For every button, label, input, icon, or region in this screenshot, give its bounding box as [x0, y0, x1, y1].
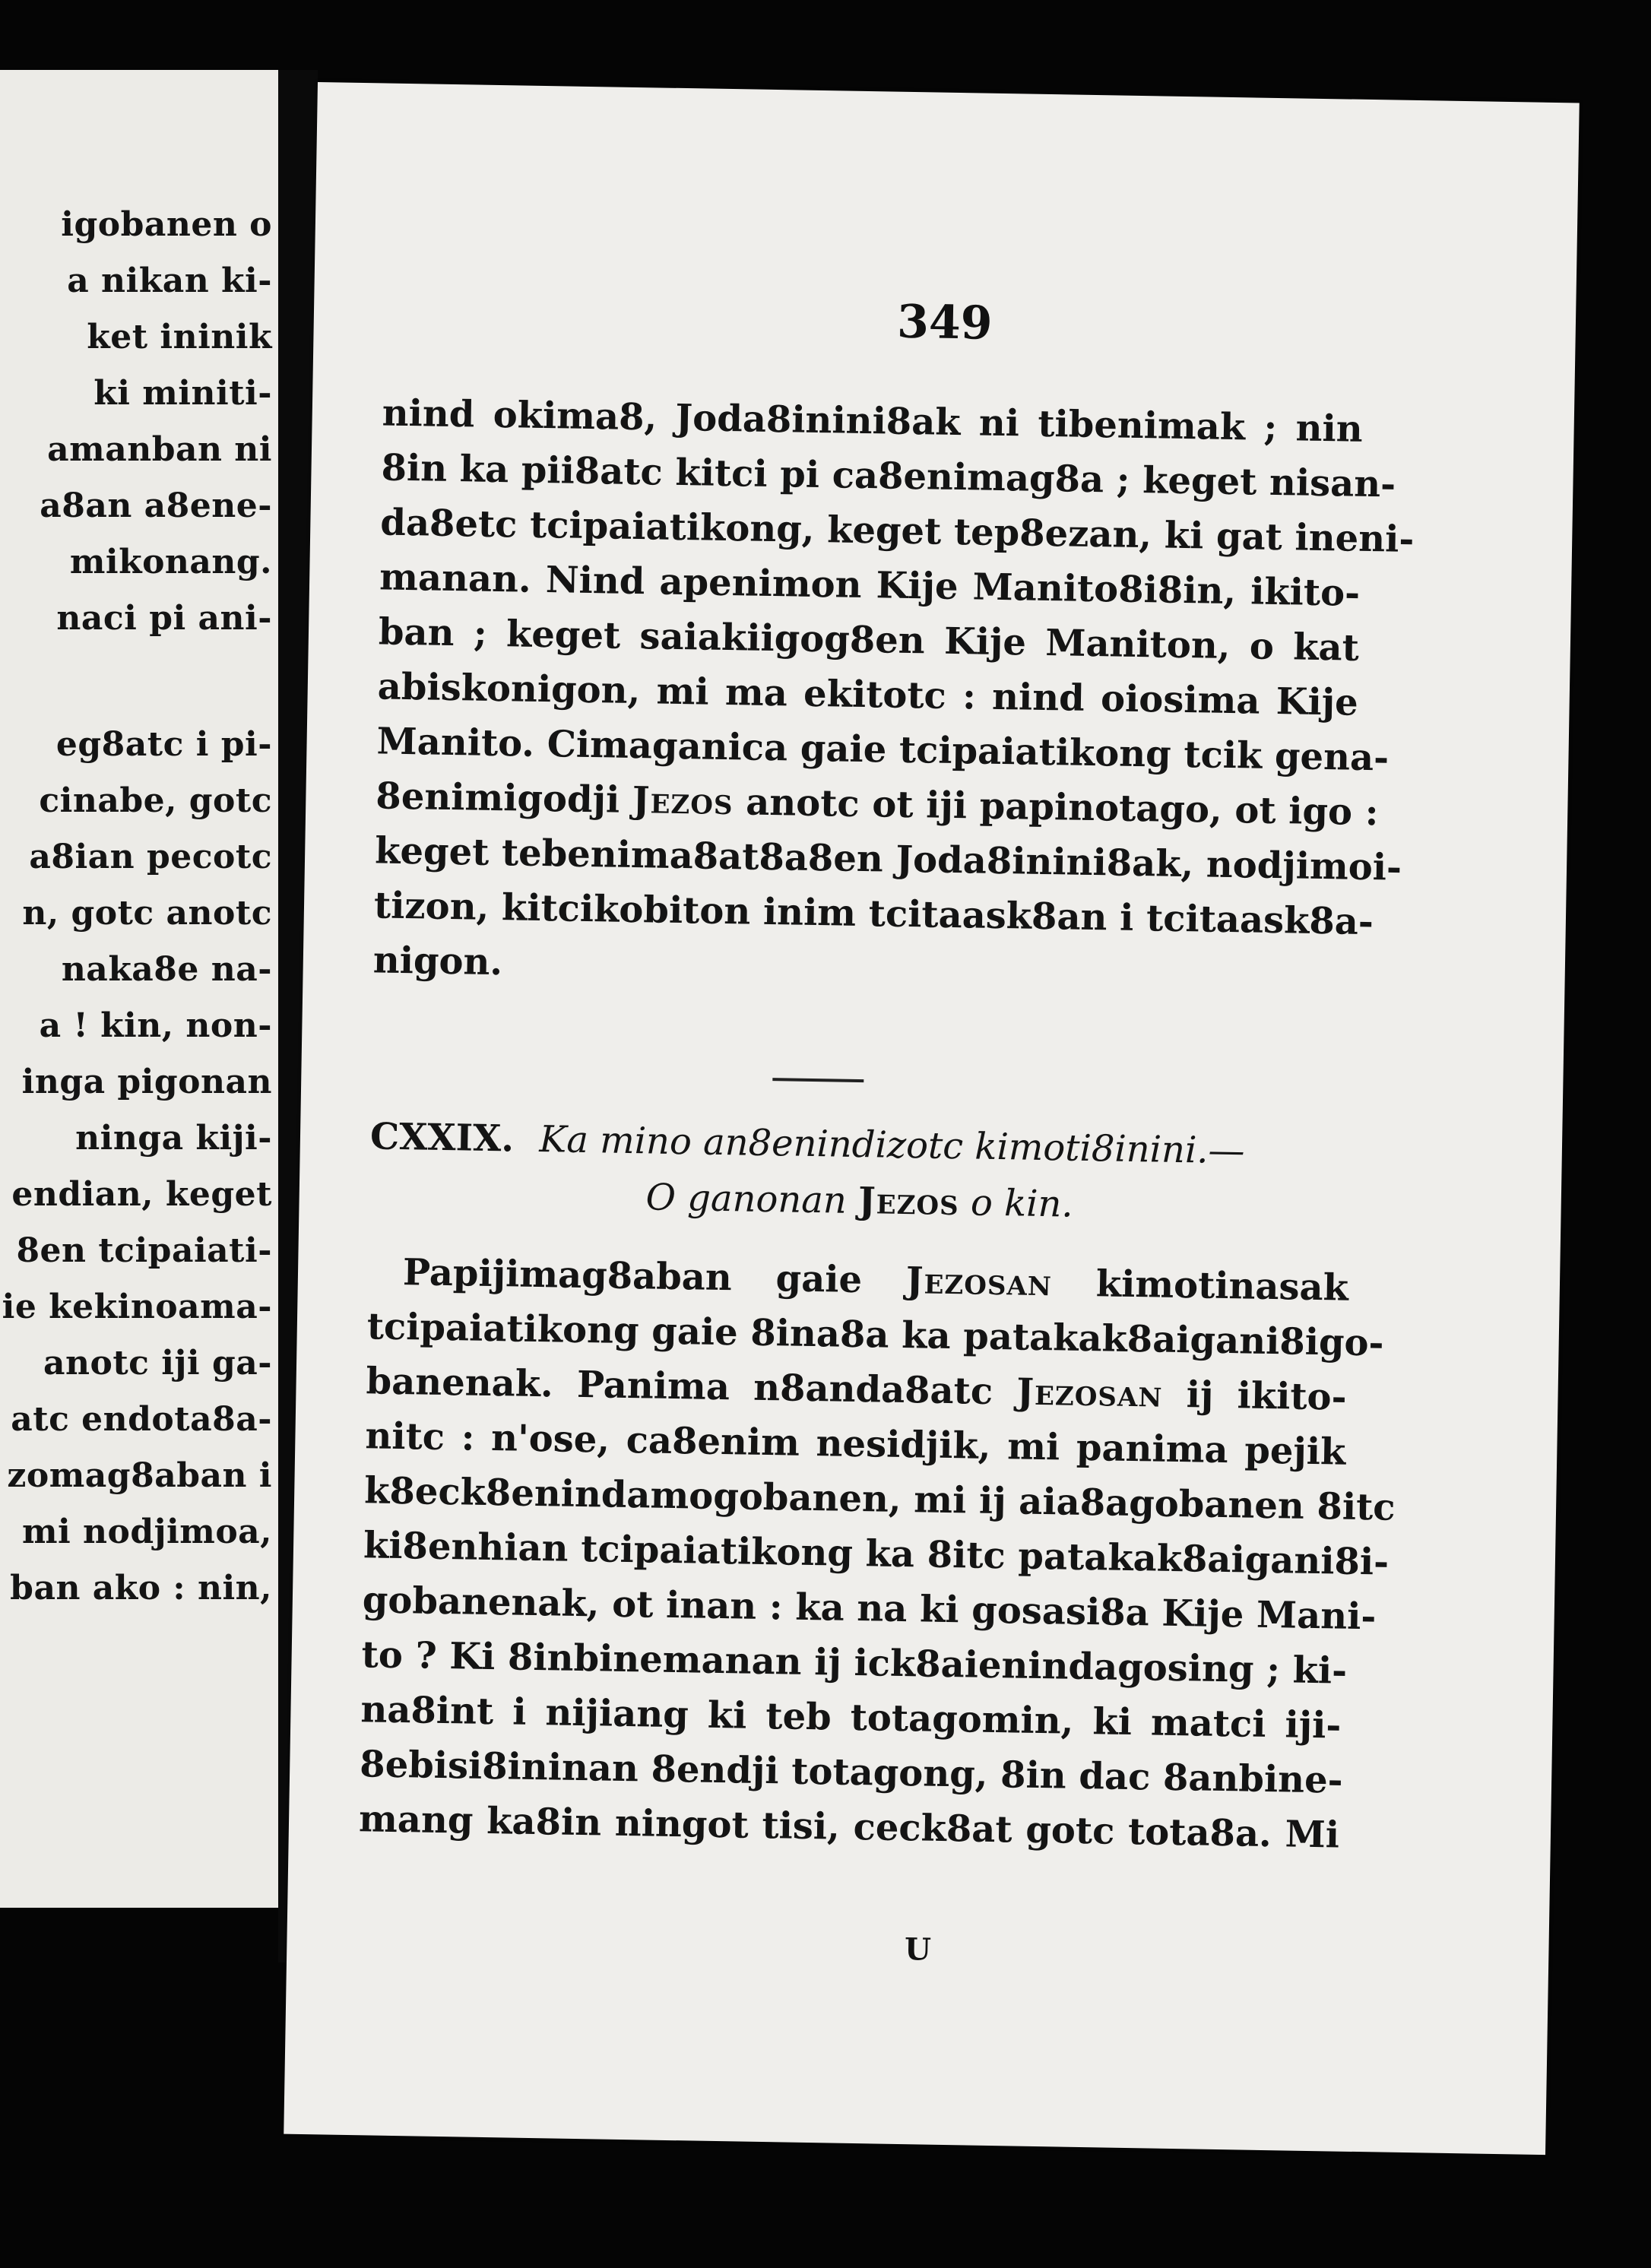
text-fragment: Papijimag8aban gaie	[402, 1251, 907, 1303]
text-fragment: banenak. Panima n8anda8atc	[366, 1360, 1017, 1414]
text-line: Manito. Cimaganica gaie tcipaiatikong tcik gena-	[376, 720, 1390, 780]
page-number: 349	[896, 295, 993, 350]
chapter-number: CXXIX.	[369, 1115, 515, 1161]
text-line: mang ka8in ningot tisi, ceck8at gotc tota8a. Mi	[358, 1798, 1340, 1857]
left-line: naci pi ani-	[56, 599, 272, 638]
text-line	[375, 774, 1379, 835]
text-line: k8eck8enindamogobanen, mi ij aia8agobanen 8itc	[363, 1469, 1396, 1529]
text-line: tizon, kitcikobiton inim tcitaask8an i tcitaask8a-	[373, 884, 1374, 944]
left-line: mikonang.	[69, 543, 272, 581]
left-line: endian, keget	[11, 1175, 272, 1214]
text-line: 8in ka pii8atc kitci pi ca8enimag8a ; keget nisan-	[381, 446, 1396, 506]
text-line: manan. Nind apenimon Kije Manito8i8in, ikito-	[379, 556, 1361, 615]
name-jezosan: Jezosan	[905, 1259, 1053, 1305]
text-line: na8int i nijiang ki teb totagomin, ki matci iji-	[360, 1688, 1342, 1747]
text-line: ki8enhian tcipaiatikong ka 8itc patakak8aigani8i-	[363, 1524, 1390, 1584]
text-line: 8ebisi8ininan 8endji totagong, 8in dac 8anbine-	[359, 1743, 1344, 1802]
text-fragment: anotc ot iji papinotago, ot igo :	[733, 781, 1379, 835]
left-line: anotc iji ga-	[43, 1344, 272, 1383]
left-line: 8en tcipaiati-	[16, 1231, 272, 1270]
text-line: da8etc tcipaiatikong, keget tep8ezan, ki gat ineni-	[379, 501, 1415, 561]
text-line: nigon.	[372, 939, 503, 984]
text-fragment: kimotinasak	[1051, 1262, 1349, 1310]
chapter-subtitle	[369, 1174, 1350, 1227]
left-line: zomag8aban i	[7, 1456, 272, 1495]
name-jezos: Jezos	[857, 1179, 960, 1224]
text-line	[366, 1360, 1347, 1419]
left-line: a8an a8ene-	[40, 486, 272, 525]
text-line: nind okima8, Joda8inini8ak ni tibenimak ; nin	[382, 391, 1364, 451]
left-line: ie kekinoama-	[2, 1288, 272, 1326]
chapter-heading	[369, 1115, 1352, 1173]
text-fragment: O ganonan	[645, 1176, 859, 1222]
left-line: a ! kin, non-	[39, 1006, 272, 1045]
text-fragment: 8enimigodji	[375, 774, 633, 822]
left-line: ban ako : nin,	[10, 1569, 272, 1608]
signature-mark: U	[904, 1931, 932, 1968]
left-line: eg8atc i pi-	[55, 725, 272, 764]
text-line: gobanenak, ot inan : ka na ki gosasi8a Kije Mani-	[362, 1579, 1377, 1639]
left-line: atc endota8a-	[11, 1400, 272, 1439]
left-line: igobanen o	[61, 205, 272, 244]
left-line: cinabe, gotc	[39, 781, 272, 820]
name-jezos: Jezos	[632, 778, 734, 824]
section-rule	[772, 1078, 864, 1082]
left-line: ket ininik	[87, 318, 272, 356]
left-line: ninga kiji-	[75, 1119, 272, 1158]
text-line: nitc : n'ose, ca8enim nesidjik, mi panima pejik	[365, 1414, 1346, 1474]
chapter-title: Ka mino an8enindizotc kimoti8inini.—	[539, 1118, 1246, 1173]
left-line: naka8e na-	[61, 950, 272, 989]
text-line: to ? Ki 8inbinemanan ij ick8aienindagosing ; ki-	[361, 1633, 1348, 1693]
text-line: keget tebenima8at8a8en Joda8inini8ak, nodjimoi-	[374, 829, 1402, 889]
text-line: abiskonigon, mi ma ekitotc : nind oiosima Kije	[377, 665, 1359, 724]
text-fragment: ij ikito-	[1161, 1373, 1347, 1419]
text-line: tcipaiatikong gaie 8ina8a ka patakak8aigani8igo-	[366, 1305, 1384, 1365]
left-line: n, gotc anotc	[22, 894, 272, 933]
left-line: mi nodjimoa,	[21, 1513, 272, 1551]
left-line: amanban ni	[47, 430, 272, 469]
text-fragment: o kin.	[959, 1181, 1074, 1226]
text-line: ban ; keget saiakiigog8en Kije Maniton, o kat	[378, 610, 1360, 670]
left-facing-page	[0, 70, 278, 1908]
right-page	[284, 82, 1580, 2155]
left-line: a8ian pecotc	[29, 838, 272, 876]
text-line	[402, 1251, 1349, 1310]
left-line: ki miniti-	[93, 374, 272, 413]
left-line: a nikan ki-	[67, 261, 272, 300]
name-jezosan: Jezosan	[1016, 1370, 1163, 1416]
left-line: inga pigonan	[21, 1063, 272, 1101]
